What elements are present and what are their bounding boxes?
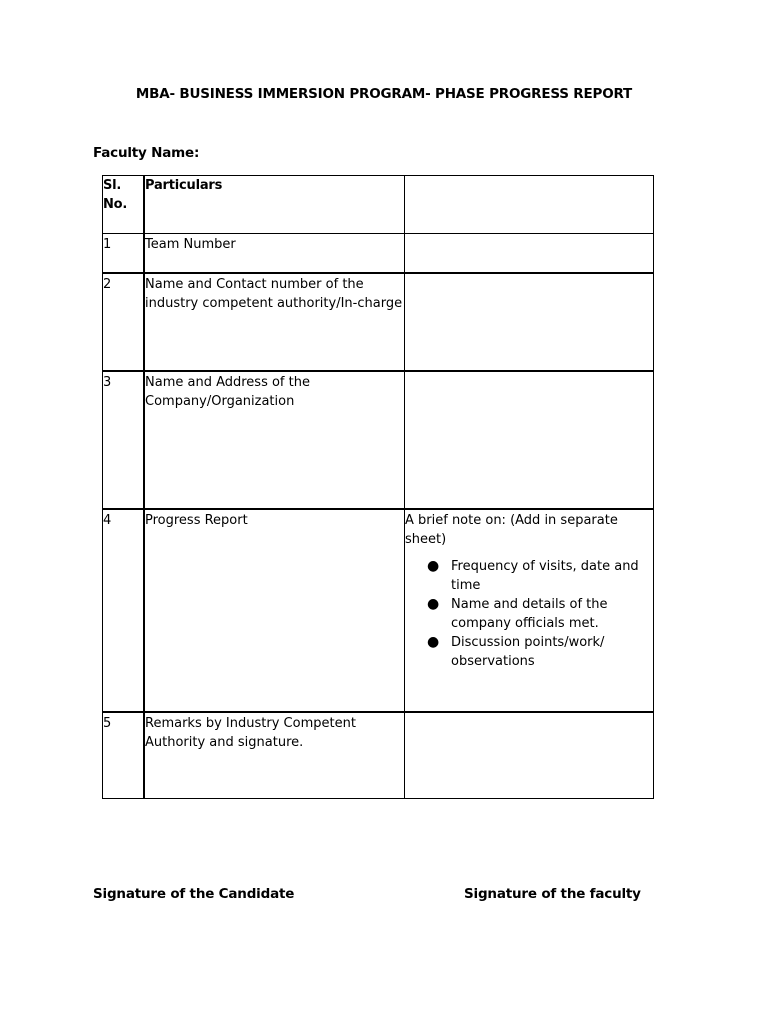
progress-note-intro: A brief note on: (Add in separate sheet) [405,513,618,547]
row-number: 3 [103,375,112,390]
bullet-text: Discussion points/work/ observations [451,635,605,669]
bullet-text: Name and details of the company officials met. [451,597,608,631]
row-number: 5 [103,716,112,731]
row-particular: Team Number [145,237,236,252]
list-item [427,557,653,595]
header-value-cell [405,176,654,234]
row-number: 2 [103,277,112,292]
table-row [103,273,654,371]
bullet-icon: ● [427,634,440,650]
candidate-signature-label: Signature of the Candidate [93,886,295,902]
list-item [427,595,653,633]
faculty-signature-label: Signature of the faculty [464,886,641,902]
row-number: 1 [103,237,112,252]
header-sl-no [103,176,145,234]
row-value-cell [405,274,653,275]
table-row [103,509,654,712]
page-title: MBA- BUSINESS IMMERSION PROGRAM- PHASE PROGRESS REPORT [135,86,633,102]
row-particular: Progress Report [145,513,248,528]
list-item [427,633,653,671]
row-value-cell [405,713,653,714]
row-particular: Name and Address of the Company/Organization [145,375,310,409]
row-value-cell [405,372,653,373]
bullet-icon: ● [427,596,440,612]
table-header-row [103,176,654,234]
header-particulars: Particulars [144,176,405,234]
bullet-icon: ● [427,558,440,574]
row-value-cell [405,234,653,235]
row-particular: Remarks by Industry Competent Authority and signature. [145,716,356,750]
table-row [103,371,654,509]
progress-note-bullets [405,557,653,671]
table-row [103,712,654,799]
header-sl-line2: No. [103,197,128,212]
progress-report-table [102,175,654,799]
bullet-text: Frequency of visits, date and time [451,559,639,593]
row-number: 4 [103,513,112,528]
header-sl-line1: Sl. [103,178,122,193]
table-row [103,234,654,274]
faculty-name-label: Faculty Name: [93,145,200,161]
row-particular: Name and Contact number of the industry competent authority/In-charge [145,277,403,311]
